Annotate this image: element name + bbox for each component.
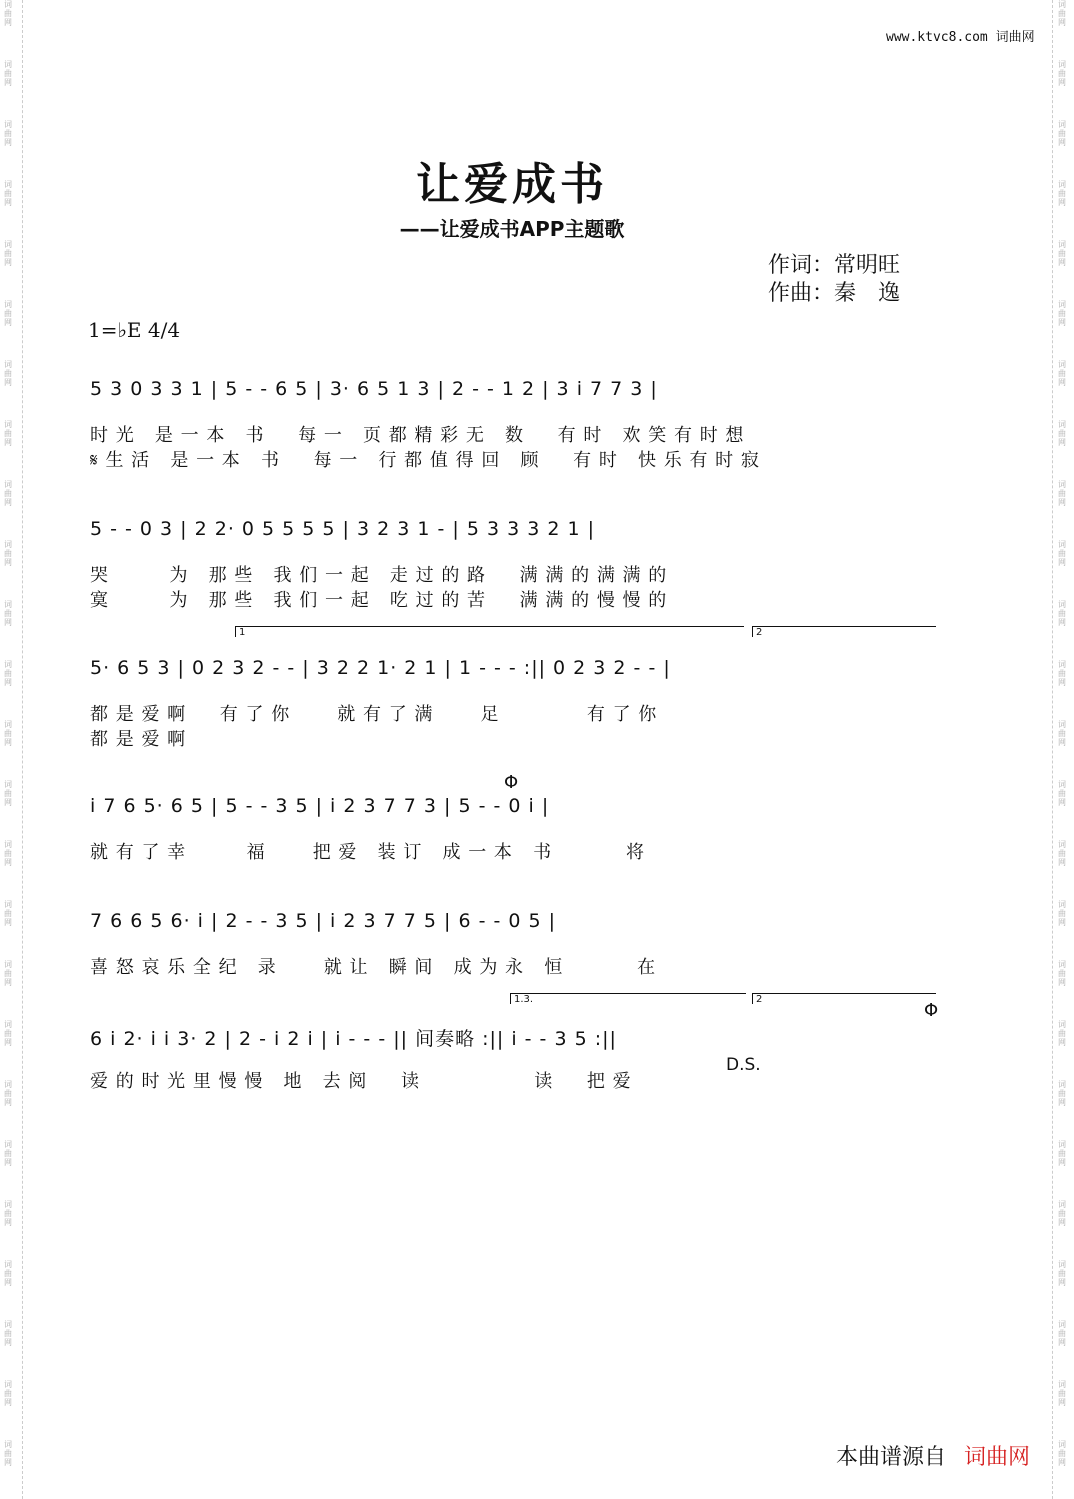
watermark-text: 词曲网 bbox=[4, 120, 12, 147]
watermark-text: 词曲网 bbox=[1058, 480, 1066, 507]
lyric-line: 哭 为 那 些 我 们 一 起 走 过 的 路 满 满 的 满 满 的 bbox=[90, 565, 668, 586]
watermark-text: 词曲网 bbox=[1058, 780, 1066, 807]
watermark-text: 词曲网 bbox=[4, 1440, 12, 1467]
notes: 7 6 6 5 6· i | 2 - - 3 5 | i 2 3 7 7 5 | 6 - - 0 5 | bbox=[90, 910, 557, 932]
lyric-line: 就 有 了 幸 福 把 爱 装 订 成 一 本 书 将 bbox=[90, 842, 646, 863]
song-subtitle: ——让爱成书APP主题歌 bbox=[399, 217, 625, 241]
watermark-text: 词曲网 bbox=[1058, 240, 1066, 267]
footer-source: 本曲谱源自 bbox=[835, 1445, 946, 1470]
site-url[interactable]: www.ktvc8.com 词曲网 bbox=[886, 30, 1035, 45]
lyric-line: 喜 怒 哀 乐 全 纪 录 就 让 瞬 间 成 为 永 恒 在 bbox=[90, 957, 657, 978]
watermark-text: 词曲网 bbox=[1058, 180, 1066, 207]
watermark-text: 词曲网 bbox=[1058, 1320, 1066, 1347]
watermark-text: 词曲网 bbox=[4, 960, 12, 987]
volta-2b: 2 bbox=[752, 993, 936, 1004]
watermark-text: 词曲网 bbox=[1058, 1440, 1066, 1467]
watermark-text: 词曲网 bbox=[4, 840, 12, 867]
score-row bbox=[90, 657, 940, 757]
lyric-line: 时 光 是 一 本 书 每 一 页 都 精 彩 无 数 有 时 欢 笑 有 时 想 bbox=[90, 425, 745, 446]
watermark-text: 词曲网 bbox=[1058, 1260, 1066, 1287]
watermark-text: 词曲网 bbox=[1058, 1200, 1066, 1227]
watermark-text: 词曲网 bbox=[4, 1140, 12, 1167]
coda-sign-end: Φ bbox=[924, 1000, 939, 1021]
volta-13: 1.3. bbox=[510, 993, 746, 1004]
watermark-text: 词曲网 bbox=[1058, 1380, 1066, 1407]
ds-marking: D.S. bbox=[726, 1055, 761, 1075]
watermark-text: 词曲网 bbox=[4, 240, 12, 267]
watermark-text: 词曲网 bbox=[4, 780, 12, 807]
watermark-text: 词曲网 bbox=[1058, 840, 1066, 867]
footer bbox=[836, 1440, 1030, 1471]
footer-brand[interactable]: 词曲网 bbox=[963, 1445, 1030, 1470]
lyric-line: 都 是 爱 啊 有 了 你 就 有 了 满 足 有 了 你 bbox=[90, 704, 658, 725]
watermark-text: 词曲网 bbox=[1058, 360, 1066, 387]
watermark-text: 词曲网 bbox=[1058, 600, 1066, 627]
watermark-text: 词曲网 bbox=[1058, 540, 1066, 567]
lyric-line: 寞 为 那 些 我 们 一 起 吃 过 的 苦 满 满 的 慢 慢 的 bbox=[90, 590, 668, 611]
notes: 5 3 0 3 3 1 | 5 - - 6 5 | 3· 6 5 1 3 | 2 - - 1 2 | 3 i 7 7 3 | bbox=[90, 378, 658, 400]
key-signature: 1=♭E 4/4 bbox=[88, 318, 181, 342]
song-title: 让爱成书 bbox=[416, 159, 608, 210]
volta-2: 2 bbox=[752, 626, 936, 637]
score-row bbox=[90, 1024, 940, 1104]
watermark-text: 词曲网 bbox=[4, 600, 12, 627]
watermark-text: 词曲网 bbox=[4, 0, 12, 27]
watermark-text: 词曲网 bbox=[1058, 1080, 1066, 1107]
watermark-text: 词曲网 bbox=[1058, 300, 1066, 327]
watermark-text: 词曲网 bbox=[4, 1260, 12, 1287]
watermark-text: 词曲网 bbox=[4, 60, 12, 87]
score-row bbox=[90, 795, 940, 875]
watermark-text: 词曲网 bbox=[1058, 0, 1066, 27]
watermark-text: 词曲网 bbox=[4, 1080, 12, 1107]
score-row bbox=[90, 910, 940, 990]
watermark-text: 词曲网 bbox=[4, 1020, 12, 1047]
watermark-text: 词曲网 bbox=[4, 420, 12, 447]
volta-1: 1 bbox=[235, 626, 744, 637]
lyric-line: 都 是 爱 啊 bbox=[90, 729, 187, 750]
watermark-text: 词曲网 bbox=[1058, 720, 1066, 747]
score-row bbox=[90, 518, 940, 618]
watermark-text: 词曲网 bbox=[4, 540, 12, 567]
watermark-text: 词曲网 bbox=[4, 1320, 12, 1347]
right-watermark bbox=[1056, 0, 1072, 1499]
watermark-text: 词曲网 bbox=[4, 360, 12, 387]
watermark-text: 词曲网 bbox=[4, 1200, 12, 1227]
watermark-text: 词曲网 bbox=[1058, 60, 1066, 87]
watermark-text: 词曲网 bbox=[4, 720, 12, 747]
watermark-text: 词曲网 bbox=[1058, 420, 1066, 447]
lyric-line: 爱 的 时 光 里 慢 慢 地 去 阅 读 读 把 爱 bbox=[90, 1071, 632, 1092]
notes: 5· 6 5 3 | 0 2 3 2 - - | 3 2 2 1· 2 1 | 1 - - - :|| 0 2 3 2 - - | bbox=[90, 657, 671, 679]
watermark-text: 词曲网 bbox=[1058, 900, 1066, 927]
notes: i 7 6 5· 6 5 | 5 - - 3 5 | i 2 3 7 7 3 | 5 - - 0 i | bbox=[90, 795, 550, 817]
watermark-text: 词曲网 bbox=[4, 900, 12, 927]
notes: 6 i 2· i i 3· 2 | 2 - i 2 i | i - - - || 间奏略 :|| i - - 3 5 :|| bbox=[90, 1028, 617, 1050]
score-row bbox=[90, 378, 940, 478]
watermark-text: 词曲网 bbox=[1058, 660, 1066, 687]
watermark-text: 词曲网 bbox=[4, 660, 12, 687]
notes: 5 - - 0 3 | 2 2· 0 5 5 5 5 | 3 2 3 1 - | 5 3 3 3 2 1 | bbox=[90, 518, 596, 540]
watermark-text: 词曲网 bbox=[1058, 120, 1066, 147]
watermark-text: 词曲网 bbox=[1058, 1020, 1066, 1047]
watermark-text: 词曲网 bbox=[4, 480, 12, 507]
watermark-text: 词曲网 bbox=[4, 180, 12, 207]
watermark-text: 词曲网 bbox=[1058, 960, 1066, 987]
composer: 作曲：秦 逸 bbox=[768, 281, 901, 306]
watermark-text: 词曲网 bbox=[4, 300, 12, 327]
lyric-line: 𝄋 生 活 是 一 本 书 每 一 行 都 值 得 回 顾 有 时 快 乐 有 时 寂 bbox=[90, 450, 760, 471]
coda-sign: Φ bbox=[504, 772, 519, 793]
watermark-text: 词曲网 bbox=[1058, 1140, 1066, 1167]
lyricist: 作词：常明旺 bbox=[768, 253, 901, 278]
watermark-text: 词曲网 bbox=[4, 1380, 12, 1407]
